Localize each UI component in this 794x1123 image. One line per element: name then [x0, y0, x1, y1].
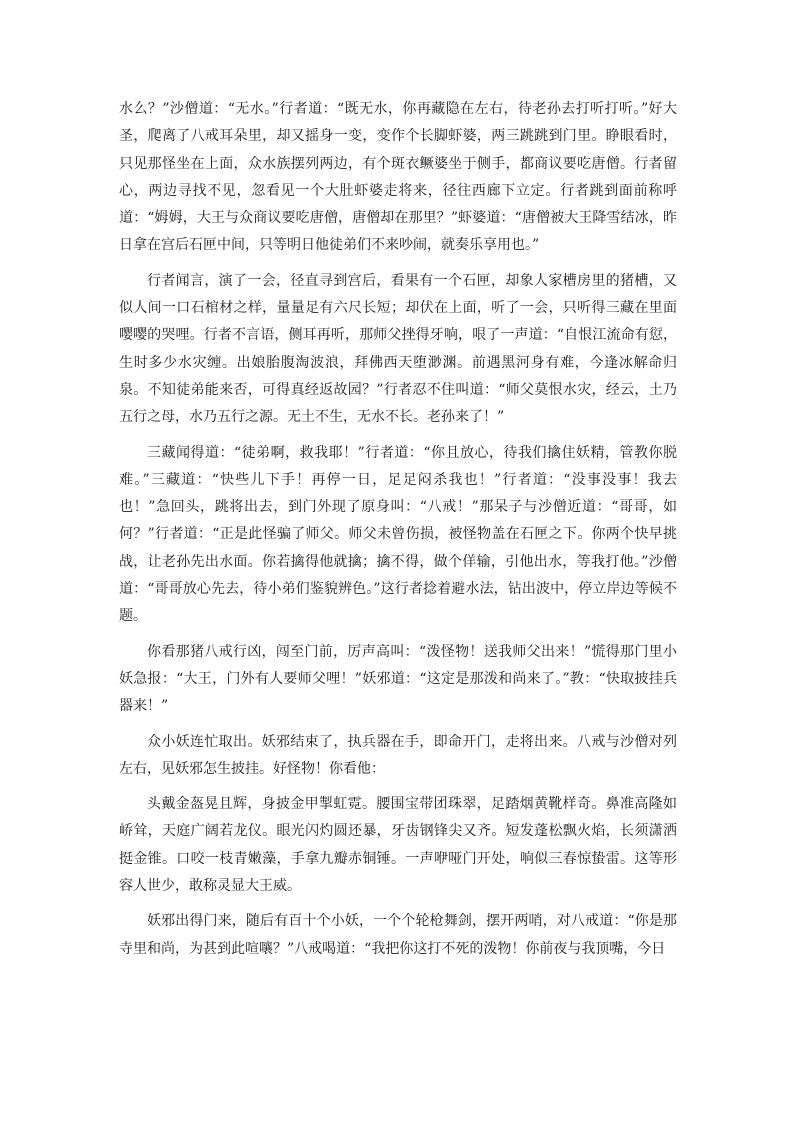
- document-page: [119, 96, 677, 963]
- poem-paragraph: 头戴金盔晃且辉，身披金甲掣虹霓。腰围宝带团珠翠，足踏烟黄靴样奇。鼻准高隆如峤耸，天庭广阔若龙仪。眼光闪灼圆还暴，牙齿钢锋尖又齐。短发蓬松飘火焰，长须潇洒挺金锥。口咬一枝青嫩藻，手拿九瓣赤铜锤。一声咿哑门开处，响似三春惊蛰雷。这等形容人世少，敢称灵显大王威。: [119, 796, 677, 895]
- paragraph-5: 众小妖连忙取出。妖邪结束了，执兵器在手，即命开门，走将出来。八戒与沙僧对列左右，见妖邪怎生披挂。好怪物！你看他：: [119, 733, 677, 777]
- paragraph-3: 三藏闻得道：“徒弟啊，救我耶！”行者道：“你且放心，待我们擒住妖精，管教你脱难。”三藏道：“快些儿下手！再停一日，足足闷杀我也！”行者道：“没事没事！我去也！”急回头，跳将出去，到门外现了原身叫：“八戒！”那呆子与沙僧近道：“哥哥，如何？”行者道：“正是此怪骗了师父。师父未曾伤损，被怪物盖在石匣之下。你两个快早挑战，让老孙先出水面。你若擒得他就擒；擒不得，做个佯输，引他出水，等我打他。”沙僧道：“哥哥放心先去，待小弟们鉴貌辨色。”这行者捻着避水法，钻出波中，停立岸边等候不题。: [119, 444, 677, 625]
- paragraph-1: 水么？”沙僧道：“无水。”行者道：“既无水，你再藏隐在左右，待老孙去打听打听。”好大圣，爬离了八戒耳朵里，却又摇身一变，变作个长脚虾婆，两三跳跳到门里。睁眼看时，只见那怪坐在上面，众水族摆列两边，有个斑衣鳜婆坐于侧手，都商议要吃唐僧。行者留心，两边寻找不见，忽看见一个大肚虾婆走将来，径往西廊下立定。行者跳到面前称呼道：“姆姆，大王与众商议要吃唐僧，唐僧却在那里？”虾婆道：“唐僧被大王降雪结冰，昨日拿在宫后石匣中间，只等明日他徒弟们不来吵闹，就奏乐享用也。”: [119, 101, 677, 254]
- paragraph-7: 妖邪出得门来，随后有百十个小妖，一个个轮枪舞剑，摆开两哨，对八戒道：“你是那寺里和尚，为甚到此喧嚷？”八戒喝道：“我把你这打不死的泼物！你前夜与我顶嘴，今日: [119, 913, 677, 957]
- paragraph-4: 你看那猪八戒行凶，闯至门前，厉声高叫：“泼怪物！送我师父出来！”慌得那门里小妖急报：“大王，门外有人要师父哩！”妖邪道：“这定是那泼和尚来了。”教：“快取披挂兵器来！”: [119, 643, 677, 715]
- paragraph-2: 行者闻言，演了一会，径直寻到宫后，看果有一个石匣，却象人家槽房里的猪槽，又似人间一口石棺材之样，量量足有六尺长短；却伏在上面，听了一会，只听得三藏在里面嘤嘤的哭哩。行者不言语，侧耳再听，那师父挫得牙响，哏了一声道：“自恨江流命有愆，生时多少水灾缠。出娘胎腹淘波浪，拜佛西天堕渺渊。前遇黑河身有难，今逢冰解命归泉。不知徒弟能来否，可得真经返故园？”行者忍不住叫道：“师父莫恨水灾，经云，土乃五行之母，水乃五行之源。无土不生，无水不长。老孙来了！”: [119, 272, 677, 426]
